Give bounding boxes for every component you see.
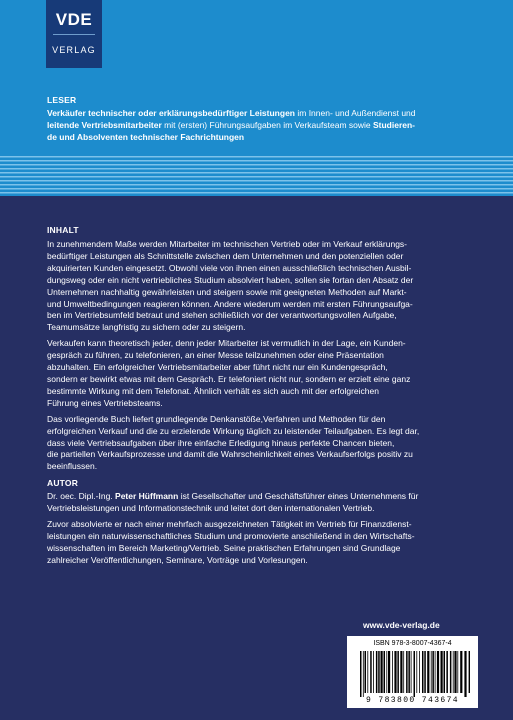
barcode-bar [360, 651, 362, 697]
inhalt-line: akquirierten Kunden eingesetzt. Obwohl viele von ihnen einen ausschließlich technischen Ausbil- [47, 262, 412, 273]
barcode-bar [367, 651, 368, 693]
inhalt-text [47, 239, 477, 477]
logo-subtitle: VERLAG [52, 45, 96, 55]
leser-heading: LESER [47, 95, 77, 105]
barcode-box [347, 636, 478, 708]
inhalt-line: und Umweltbedingungen reagieren können. Andere wiederum werden mit ersten Führungsaufga- [47, 298, 413, 309]
top-band [0, 0, 513, 156]
inhalt-line: Führung eines Vertriebsteams. [47, 397, 163, 408]
barcode-bar [381, 651, 383, 693]
barcode-bar [454, 651, 456, 693]
barcode-bar [416, 651, 417, 693]
leser-line: leitende Vertriebsmitarbeiter mit (ersten) Führungsaufgaben im Verkaufsteam sowie Studieren- [47, 119, 416, 130]
logo-brand: VDE [55, 10, 93, 29]
barcode-bar [427, 651, 429, 693]
barcode-bar [365, 651, 367, 693]
inhalt-line: dass viele Vertriebsaufgaben über ihre einfache Erledigung hinaus perfekte Chancen bieten, [47, 437, 395, 448]
barcode-bar [394, 651, 396, 693]
inhalt-line: gespräch zu führen, zu telefonieren, an einer Messe teilzunehmen oder eine Präsentation [47, 350, 384, 361]
barcode-icon [360, 651, 470, 697]
barcode-bar [400, 651, 402, 693]
inhalt-line: ben im Vertriebsumfeld betraut und stehen schließlich vor der verantwortungsvollen Aufgabe, [47, 310, 397, 321]
barcode-bar [441, 651, 443, 693]
inhalt-line: abzuhalten. Ein erfolgreicher Vertriebsmitarbeiter aber führt nicht nur ein Kundengespräch, [47, 362, 388, 373]
inhalt-paragraph [47, 239, 477, 334]
barcode-bar [422, 651, 424, 693]
barcode-bar [444, 651, 446, 693]
inhalt-line: die partiellen Verkaufsprozesse und damit die Wahrscheinlichkeit eines Verkaufserfolgs positiv zu [47, 449, 413, 460]
website-url: www.vde-verlag.de [363, 620, 440, 630]
autor-line: Vertriebsleistungen und Informationstechnik und leitet dort den internationalen Vertrieb. [47, 502, 375, 513]
barcode-bar [411, 651, 412, 693]
autor-paragraph [47, 491, 477, 515]
barcode-bar [446, 651, 448, 693]
barcode-bar [376, 651, 378, 693]
barcode-bar [373, 651, 374, 693]
barcode-bar [457, 651, 458, 693]
barcode-bar [424, 651, 426, 693]
barcode-digits: 9 783800 743674 [365, 696, 459, 705]
isbn-label: ISBN 978-3-8007-4367-4 [373, 640, 452, 647]
inhalt-paragraph [47, 338, 477, 409]
vde-logo [46, 0, 102, 68]
barcode-bar [408, 651, 410, 693]
inhalt-line: In zunehmendem Maße werden Mitarbeiter im technischen Vertrieb oder im Verkauf erklärungs- [47, 239, 408, 249]
autor-line: wissenschaften im Bereich Marketing/Vertrieb. Seine praktischen Erfahrungen sind Grundlage [47, 542, 401, 553]
inhalt-line: Das vorliegende Buch liefert grundlegende Denkanstöße,Verfahren und Methoden für den [47, 413, 386, 424]
autor-line: Zuvor absolvierte er nach einer mehrfach ausgezeichneten Tätigkeit im Vertrieb für Finanzdienst- [47, 518, 412, 529]
barcode-bar [384, 651, 386, 693]
leser-line: Verkäufer technischer oder erklärungsbedürftiger Leistungen im Innen- und Außendienst und [47, 108, 416, 118]
barcode-bar [469, 651, 470, 693]
barcode-bar [460, 651, 462, 693]
stripe-band [0, 156, 513, 196]
barcode-bar [363, 651, 364, 697]
inhalt-line: bestimmte Wirkung mit dem Telefonat. Ähnlich verhält es sich auch mit der erfolgreichen [47, 385, 379, 396]
barcode-bar [435, 651, 436, 693]
autor-line: leistungen ein naturwissenschaftliches Studium und promovierte anschließend in den Wirtschafts- [47, 530, 415, 541]
inhalt-line: Verkaufen kann theoretisch jeder, denn jeder Mitarbeiter ist vermutlich in der Lage, ein Kunden- [47, 338, 406, 349]
autor-paragraph [47, 519, 477, 567]
barcode-bar [450, 651, 452, 693]
inhalt-line: dungsweg oder ein nicht vertriebliches Studium absolviert haben, sollen sie fortan den Absatz der [47, 274, 414, 285]
inhalt-paragraph [47, 414, 477, 474]
barcode-bar [406, 651, 408, 693]
barcode-bar [392, 651, 393, 693]
inhalt-line: sondern er bewirkt etwas mit dem Gespräch. Er telefoniert nicht nur, sondern er erzielt eine ganz [47, 373, 411, 384]
leser-line: de und Absolventen technischer Fachrichtungen [47, 131, 245, 142]
barcode-bar [453, 651, 454, 693]
barcode-bar [370, 651, 372, 693]
inhalt-line: beeinflussen. [47, 461, 98, 472]
barcode-bar [378, 651, 380, 693]
inhalt-line: erfolgreichen Verkauf und die zu erzielende Wirkung täglich zu leistender Teilaufgaben. Es legt dar, [47, 425, 420, 436]
barcode-bar [437, 651, 439, 693]
barcode-bar [432, 651, 434, 693]
barcode-bar [431, 651, 432, 693]
barcode-bar [397, 651, 399, 693]
inhalt-line: bedürftiger Leistungen als Schnittstelle zwischen dem Unternehmen und den potenziellen oder [47, 250, 404, 261]
autor-text [47, 491, 477, 570]
barcode-bar [419, 651, 420, 693]
inhalt-heading: INHALT [47, 225, 79, 235]
barcode-bar [414, 651, 416, 697]
logo-divider [53, 34, 95, 35]
autor-line: Dr. oec. Dipl.-Ing. Peter Hüffmann ist Gesellschafter und Geschäftsführer eines Unternehmens für [47, 491, 419, 501]
barcode-bar [464, 651, 466, 697]
inhalt-line: Teamumsätze langfristig zu sichern oder zu steigern. [47, 322, 246, 333]
inhalt-line: Unternehmen nachhaltig gewährleisten und steigern sowie mit geeigneten Methoden auf Markt- [47, 286, 407, 297]
barcode-bar [403, 651, 404, 693]
barcode-bar [386, 651, 387, 693]
autor-line: zahlreicher Veröffentlichungen, Seminare, Vorträge und Vorlesungen. [47, 554, 308, 565]
leser-text [47, 108, 477, 144]
autor-heading: AUTOR [47, 478, 79, 488]
barcode-bar [388, 651, 390, 693]
